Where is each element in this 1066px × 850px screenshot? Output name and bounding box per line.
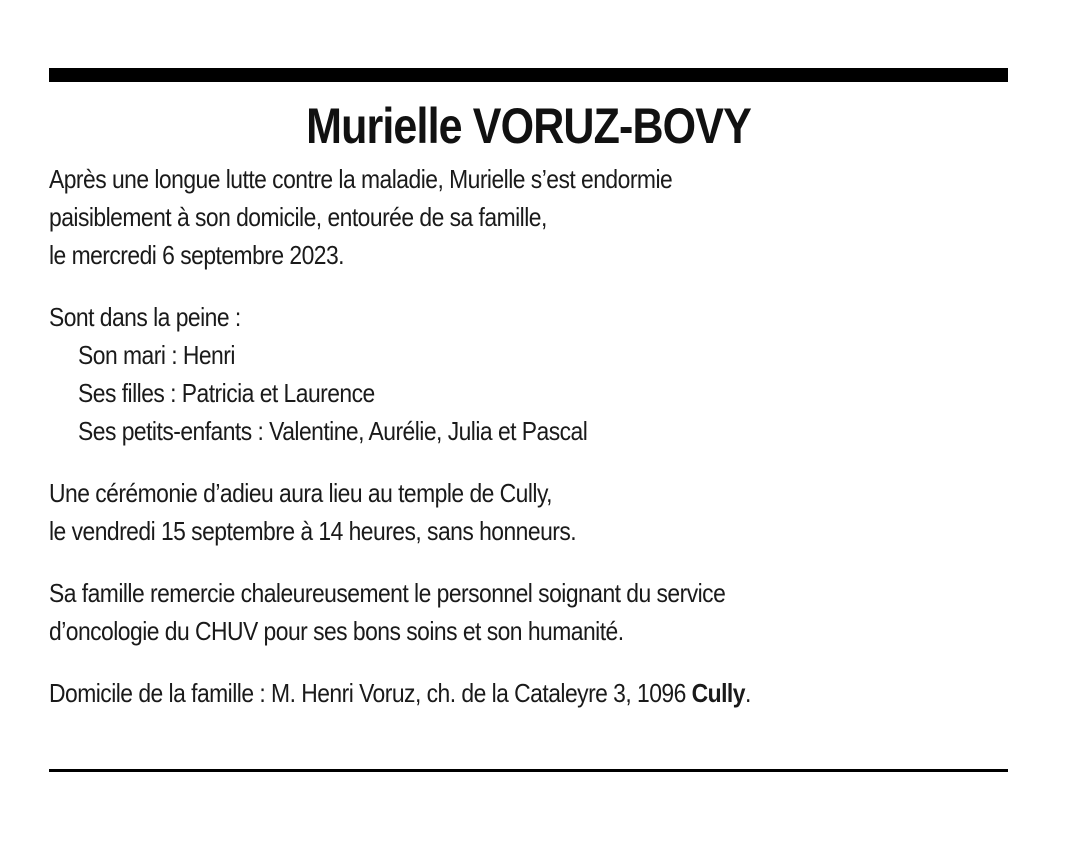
ceremony-line: le vendredi 15 septembre à 14 heures, sans honneurs. xyxy=(49,516,577,546)
mourner-line: Ses petits-enfants : Valentine, Aurélie, Julia et Pascal xyxy=(78,416,588,446)
mourner-line: Ses filles : Patricia et Laurence xyxy=(78,378,375,408)
announcement-line: le mercredi 6 septembre 2023. xyxy=(49,240,345,270)
mourner-line: Son mari : Henri xyxy=(78,340,235,370)
thanks-line: Sa famille remercie chaleureusement le personnel soignant du service xyxy=(49,578,726,608)
notice-body xyxy=(49,160,1003,712)
bottom-rule xyxy=(49,769,1008,772)
address-suffix: . xyxy=(744,678,751,708)
mourners-intro: Sont dans la peine : xyxy=(49,302,241,332)
announcement-line: paisiblement à son domicile, entourée de sa famille, xyxy=(49,202,547,232)
deceased-name: Murielle VORUZ-BOVY xyxy=(306,98,751,154)
address-prefix: Domicile de la famille : M. Henri Voruz, ch. de la Cataleyre 3, 1096 xyxy=(49,678,692,708)
ceremony-paragraph xyxy=(49,474,1003,550)
mourners-paragraph xyxy=(49,298,1003,450)
announcement-line: Après une longue lutte contre la maladie, Murielle s’est endormie xyxy=(49,164,673,194)
address-town: Cully xyxy=(691,678,745,708)
thanks-paragraph xyxy=(49,574,1003,650)
family-address xyxy=(49,674,1003,712)
ceremony-line: Une cérémonie d’adieu aura lieu au temple de Cully, xyxy=(49,478,553,508)
announcement-paragraph xyxy=(49,160,1003,274)
top-rule xyxy=(49,68,1008,82)
address-paragraph xyxy=(49,674,1003,712)
thanks-line: d’oncologie du CHUV pour ses bons soins et son humanité. xyxy=(49,616,624,646)
obituary-notice xyxy=(49,68,1008,712)
